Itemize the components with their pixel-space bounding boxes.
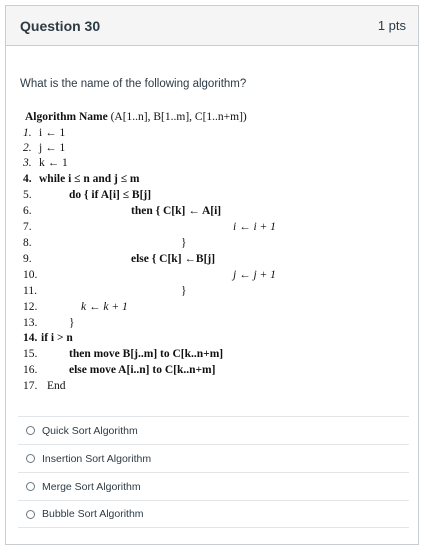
- question-card: [5, 5, 419, 545]
- line-number: 2.: [23, 142, 32, 154]
- algorithm-header: [25, 111, 247, 123]
- algo-line-3: [23, 157, 32, 169]
- question-header: [6, 6, 418, 46]
- algo-line-6: 6.: [23, 205, 32, 217]
- line-number: 1.: [23, 127, 32, 139]
- question-prompt: What is the name of the following algorithm?: [20, 78, 247, 90]
- answer-option[interactable]: [18, 500, 409, 528]
- algo-line-9-code: else { C[k] ←B[j]: [131, 253, 216, 265]
- algo-line-7-code: i ← i + 1: [233, 221, 276, 233]
- algo-line-3-code: k ← 1: [39, 157, 68, 169]
- algo-line-2: [23, 142, 32, 154]
- algo-line-1-code: i ← 1: [39, 127, 66, 139]
- answer-option[interactable]: [18, 444, 409, 472]
- algo-line-4: 4.: [23, 173, 32, 185]
- algo-line-5: 5.: [23, 189, 32, 201]
- algo-line-11-code: }: [181, 285, 187, 297]
- algo-line-16: 16.: [23, 364, 38, 376]
- algo-line-16-code: else move A[i..n] to C[k..n+m]: [69, 364, 216, 376]
- algo-line-15-code: then move B[j..m] to C[k..n+m]: [69, 348, 224, 360]
- algo-line-1: [23, 127, 32, 139]
- answer-list: [18, 416, 409, 528]
- radio-button[interactable]: [26, 510, 35, 519]
- question-points: 1 pts: [377, 18, 406, 33]
- radio-button[interactable]: [26, 426, 35, 435]
- question-title: Question 30: [20, 17, 101, 34]
- algo-line-8-code: }: [181, 237, 187, 249]
- algo-line-14-code: if i > n: [41, 332, 73, 344]
- algo-line-17-code: End: [47, 380, 66, 392]
- algo-line-10-code: j ← j + 1: [233, 269, 276, 281]
- answer-label: Merge Sort Algorithm: [42, 480, 141, 493]
- radio-button[interactable]: [26, 482, 35, 491]
- answer-label: Bubble Sort Algorithm: [42, 508, 144, 520]
- algo-line-12-code: k ← k + 1: [81, 301, 128, 313]
- radio-button[interactable]: [26, 454, 35, 463]
- answer-option[interactable]: [18, 416, 409, 444]
- algo-line-5-code: do { if A[i] ≤ B[j]: [69, 189, 152, 201]
- answer-option[interactable]: [18, 472, 409, 500]
- algorithm-header-bold: Algorithm Name: [25, 111, 108, 123]
- algo-line-9: 9.: [23, 253, 32, 265]
- algo-line-8: 8.: [23, 237, 32, 249]
- answer-label: Quick Sort Algorithm: [42, 424, 138, 437]
- algo-line-13-code: }: [69, 317, 75, 329]
- algo-line-15: 15.: [23, 348, 38, 360]
- algo-line-10: 10.: [23, 269, 38, 281]
- algo-line-2-code: j ← 1: [39, 142, 66, 154]
- algo-line-17: 17.: [23, 380, 38, 392]
- algo-line-4-code: while i ≤ n and j ≤ m: [39, 173, 140, 185]
- answer-label: Insertion Sort Algorithm: [42, 452, 152, 465]
- line-number: 3.: [23, 157, 32, 169]
- algo-line-14: 14.: [23, 332, 38, 344]
- algo-line-12: 12.: [23, 301, 38, 313]
- algo-line-11: 11.: [23, 285, 37, 297]
- algo-line-6-code: then { C[k] ← A[i]: [131, 205, 222, 217]
- algorithm-header-params: (A[1..n], B[1..m], C[1..n+m]): [107, 111, 247, 123]
- algo-line-13: 13.: [23, 317, 38, 329]
- algo-line-7: 7.: [23, 221, 32, 233]
